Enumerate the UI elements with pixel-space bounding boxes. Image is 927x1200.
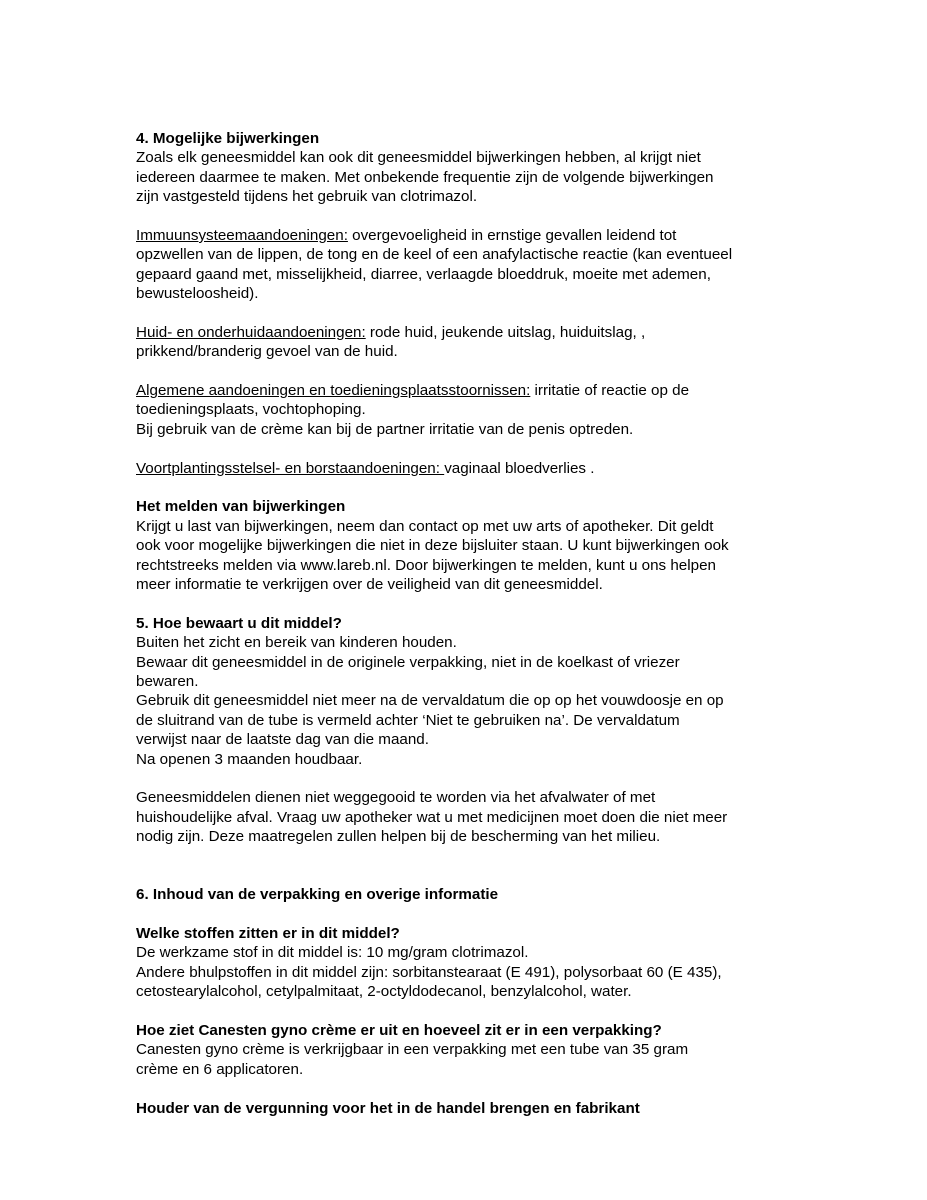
immuun-text: overgevoeligheid in ernstige gevallen leidend tot xyxy=(347,226,677,244)
stoffen-line: cetostearylalcohol, cetylpalmitaat, 2-octyldodecanol, benzylalcohol, water. xyxy=(136,983,632,1001)
section-5-line: Na openen 3 maanden houdbaar. xyxy=(136,750,363,768)
stoffen-heading: Welke stoffen zitten er in dit middel? xyxy=(136,925,400,943)
immuun-paragraph-first-line xyxy=(136,226,816,245)
huid-label: Huid- en onderhuidaandoeningen: xyxy=(136,323,366,341)
voort-text: vaginaal bloedverlies . xyxy=(444,459,595,477)
melden-heading: Het melden van bijwerkingen xyxy=(136,498,346,516)
immuun-line: bewusteloosheid). xyxy=(136,285,259,303)
spacer xyxy=(136,1002,816,1021)
section-5-line: Bewaar dit geneesmiddel in de originele verpakking, niet in de koelkast of vriezer xyxy=(136,653,680,671)
spacer xyxy=(136,905,816,924)
afval-line: huishoudelijke afval. Vraag uw apotheker wat u met medicijnen moet doen die niet meer xyxy=(136,808,728,826)
spacer xyxy=(136,478,816,497)
spacer xyxy=(136,866,816,885)
spacer xyxy=(136,304,816,323)
spacer xyxy=(136,846,816,865)
stoffen-line: Andere bhulpstoffen in dit middel zijn: sorbitanstearaat (E 491), polysorbaat 60 (E 435), xyxy=(136,963,722,981)
spacer xyxy=(136,594,816,613)
section-4-intro-line: iedereen daarmee te maken. Met onbekende frequentie zijn de volgende bijwerkingen xyxy=(136,168,714,186)
section-4-intro-line: zijn vastgesteld tijdens het gebruik van clotrimazol. xyxy=(136,188,478,206)
section-5-line: bewaren. xyxy=(136,672,199,690)
section-5-line: de sluitrand van de tube is vermeld achter ‘Niet te gebruiken na’. De vervaldatum xyxy=(136,711,680,729)
immuun-line: gepaard gaand met, misselijkheid, diarree, verlaagde bloeddruk, moeite met ademen, xyxy=(136,265,711,283)
afval-line: Geneesmiddelen dienen niet weggegooid te worden via het afvalwater of met xyxy=(136,789,656,807)
section-4-heading: 4. Mogelijke bijwerkingen xyxy=(136,130,320,147)
alg-line: Bij gebruik van de crème kan bij de partner irritatie van de penis optreden. xyxy=(136,420,634,438)
melden-line: Krijgt u last van bijwerkingen, neem dan contact op met uw arts of apotheker. Dit geldt xyxy=(136,517,714,535)
spacer xyxy=(136,1079,816,1098)
afval-line: nodig zijn. Deze maatregelen zullen helpen bij de bescherming van het milieu. xyxy=(136,828,661,846)
houder-heading: Houder van de vergunning voor het in de handel brengen en fabrikant xyxy=(136,1099,640,1117)
immuun-label: Immuunsysteemaandoeningen: xyxy=(136,226,348,244)
melden-line: ook voor mogelijke bijwerkingen die niet in deze bijsluiter staan. U kunt bijwerkingen ook xyxy=(136,537,729,555)
huid-paragraph-first-line xyxy=(136,323,816,342)
alg-label: Algemene aandoeningen en toedieningsplaatsstoornissen: xyxy=(136,382,531,400)
voort-paragraph-line xyxy=(136,459,816,478)
spacer xyxy=(136,439,816,458)
section-5-line: Gebruik dit geneesmiddel niet meer na de vervaldatum die op op het vouwdoosje en op xyxy=(136,692,724,710)
section-5-line: Buiten het zicht en bereik van kinderen houden. xyxy=(136,634,457,652)
huid-line: prikkend/branderig gevoel van de huid. xyxy=(136,343,398,361)
alg-line: toedieningsplaats, vochtophoping. xyxy=(136,401,366,419)
section-6-heading: 6. Inhoud van de verpakking en overige informatie xyxy=(136,886,499,904)
uiterlijk-line: crème en 6 applicatoren. xyxy=(136,1060,304,1078)
spacer xyxy=(136,769,816,788)
alg-paragraph-first-line xyxy=(136,381,816,400)
stoffen-line: De werkzame stof in dit middel is: 10 mg/gram clotrimazol. xyxy=(136,944,529,962)
immuun-line: opzwellen van de lippen, de tong en de keel of een anafylactische reactie (kan eventueel xyxy=(136,246,733,264)
uiterlijk-heading: Hoe ziet Canesten gyno crème er uit en hoeveel zit er in een verpakking? xyxy=(136,1021,662,1039)
leaflet-page xyxy=(136,129,816,1118)
alg-text: irritatie of reactie op de xyxy=(530,382,690,400)
uiterlijk-line: Canesten gyno crème is verkrijgbaar in een verpakking met een tube van 35 gram xyxy=(136,1041,689,1059)
melden-line: rechtstreeks melden via www.lareb.nl. Door bijwerkingen te melden, kunt u ons helpen xyxy=(136,556,716,574)
spacer xyxy=(136,362,816,381)
section-5-line: verwijst naar de laatste dag van die maand. xyxy=(136,731,429,749)
section-5-heading: 5. Hoe bewaart u dit middel? xyxy=(136,614,342,632)
section-4-intro-line: Zoals elk geneesmiddel kan ook dit geneesmiddel bijwerkingen hebben, al krijgt niet xyxy=(136,149,701,167)
huid-text: rode huid, jeukende uitslag, huiduitslag, , xyxy=(365,323,646,341)
spacer xyxy=(136,207,816,226)
voort-label: Voortplantingsstelsel- en borstaandoeningen: xyxy=(136,459,445,477)
melden-line: meer informatie te verkrijgen over de veiligheid van dit geneesmiddel. xyxy=(136,575,603,593)
